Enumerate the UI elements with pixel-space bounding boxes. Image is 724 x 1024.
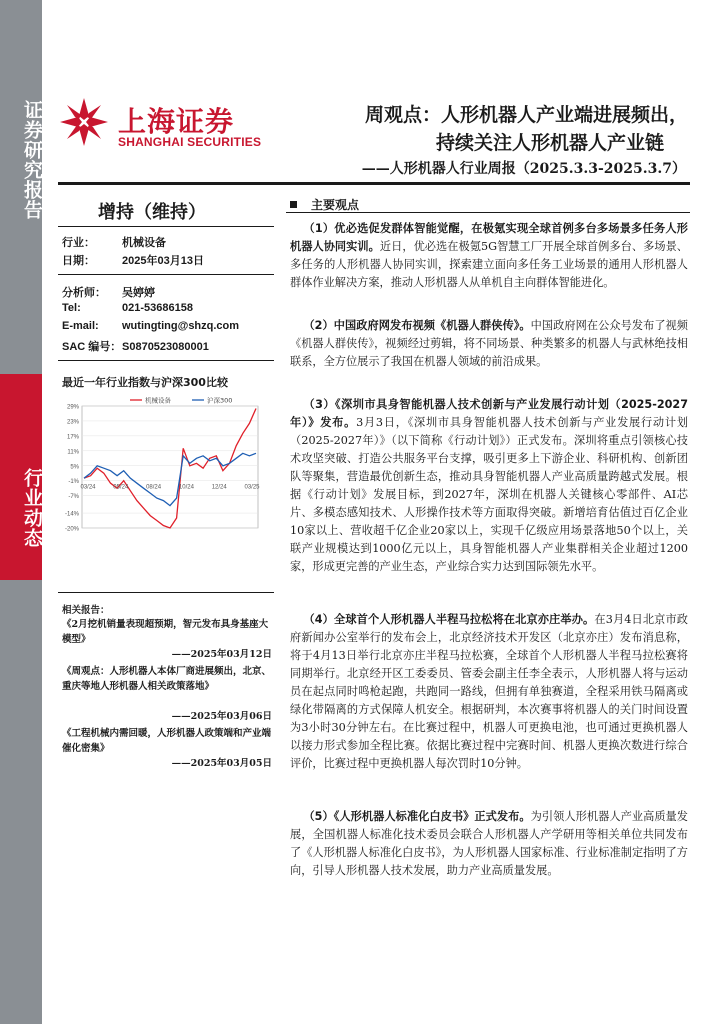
industry-value: 机械设备 bbox=[122, 237, 166, 249]
related-reports-title: 相关报告： bbox=[62, 605, 110, 616]
y-tick-label: -14% bbox=[64, 511, 79, 518]
y-tick-label: 29% bbox=[66, 404, 79, 411]
y-tick-label: -1% bbox=[68, 479, 79, 486]
email-label: E-mail: bbox=[62, 320, 99, 332]
rating: 增持（维持） bbox=[98, 202, 206, 223]
y-tick-label: 11% bbox=[67, 449, 79, 456]
point-1 bbox=[290, 220, 688, 292]
point-4-lead: （4）全球首个人形机器人半程马拉松将在北京亦庄举办。 bbox=[303, 613, 595, 626]
main-points-divider bbox=[286, 212, 690, 213]
x-tick-label: 03/24 bbox=[80, 484, 96, 491]
date-label: 日期： bbox=[62, 255, 95, 267]
y-tick-label: -7% bbox=[68, 494, 79, 501]
index-comparison-chart bbox=[58, 392, 268, 538]
industry-label: 行业： bbox=[62, 237, 95, 249]
date-value: 2025年03月13日 bbox=[122, 255, 204, 267]
email-value: wutingting@shzq.com bbox=[122, 320, 240, 332]
tel-row bbox=[62, 302, 193, 314]
sac-value: S0870523080001 bbox=[122, 341, 209, 353]
tel-value: 021-53686158 bbox=[122, 302, 193, 314]
point-3-lead: （3）《深圳市具身智能机器人技术创新与产业发展行动计划（2025-2027年）》发布。 bbox=[290, 398, 688, 429]
x-tick-label: 05/24 bbox=[113, 484, 129, 491]
report-type-label: 证券研究报告 bbox=[21, 100, 43, 220]
info-divider bbox=[58, 274, 274, 275]
chart-bottom-divider bbox=[58, 592, 274, 593]
related-report-1-date: ——2025年03月12日 bbox=[171, 649, 272, 660]
related-report-3-date: ——2025年03月05日 bbox=[171, 758, 272, 769]
chart-frame bbox=[82, 406, 258, 528]
point-1-body: 近日，优必选在极氪5G智慧工厂开展全球首例多台、多场景、多任务的人形机器人协同实训，探索建立面向多任务工业场景的通用人形机器人群体作业解决方案，推动人形机器人从单机自主向群体智能进化。 bbox=[290, 240, 688, 289]
point-4-body: 在3月4日北京市政府新闻办公室举行的发布会上，北京经济技术开发区（北京亦庄）发布消息称，将于4月13日举行北京亦庄半程马拉松赛，全球首个人形机器人半程马拉松赛将同期举行。北京经开区工委委员、管委会副主任李全表示，人形机器人将与运动员在起点同时鸣枪起跑，共跑同一路线，但拥有单独赛道，全程采用铁马隔离或绿化带隔离的方式保障人机安全。根据研判，本次赛事将机器人的关门时间设置为3小时30分钟左右。在比赛过程中，机器人可更换电池，也可通过更换机器人以接力形式参加全程比赛。依据比赛过程中完赛时间、机器人更换次数进行综合评价，比赛过程中更换机器人每次罚时10分钟。 bbox=[290, 613, 688, 770]
legend-label: 沪深300 bbox=[207, 396, 233, 405]
x-tick-label: 03/25 bbox=[244, 484, 260, 491]
heading-square-icon bbox=[290, 201, 297, 208]
x-tick-label: 08/24 bbox=[146, 484, 162, 491]
date-row bbox=[62, 252, 204, 268]
report-title-line1: 周观点：人形机器人产业端进展频出， bbox=[364, 104, 688, 126]
brand-name-cn: 上海证券 bbox=[118, 105, 235, 138]
analyst-label: 分析师： bbox=[62, 287, 106, 299]
related-report-2[interactable]: 《周观点：人形机器人本体厂商进展频出，北京、重庆等地人形机器人相关政策落地》 bbox=[62, 666, 272, 692]
report-subtitle: ——人形机器人行业周报（2025.3.3-2025.3.7） bbox=[361, 161, 686, 177]
y-tick-label: 5% bbox=[70, 464, 79, 471]
point-2-body: 中国政府网在公众号发布了视频《机器人群侠传》，视频经过剪辑，将不同场景、种类繁多的机器人与武林绝技相联系，全方位展示了我国在机器人领域的前沿成果。 bbox=[290, 319, 688, 368]
related-report-1[interactable]: 《2月挖机销量表现超预期，智元发布具身基座大模型》 bbox=[62, 619, 269, 645]
report-title-line2: 持续关注人形机器人产业链 bbox=[435, 132, 664, 154]
shanghai-securities-logo-icon bbox=[58, 96, 110, 148]
left-sidebar-band bbox=[0, 0, 42, 1024]
point-1-lead: （1）优必选促发群体智能觉醒，在极氪实现全球首例多台多场景多任务人形机器人协同实训。 bbox=[290, 222, 688, 253]
main-points-title: 主要观点 bbox=[311, 198, 360, 212]
band-bottom-block bbox=[0, 580, 42, 1024]
point-3-body: 3月3日，《深圳市具身智能机器人技术创新与产业发展行动计划（2025-2027年）》（以下简称《行动计划》）正式发布。深圳将重点引领核心技术攻坚突破、打造公共服务平台支撑，吸引更多上下游企业、科研机构、创新团队等聚集，营造最优创新生态，推动具身智能机器人产业高质量跨越式发展。根据《行动计划》发展目标，到2027年，深圳在机器人关键核心零部件、AI芯片、多模态感知技术、人形操作技术等方面取得突破。新增培育估值过百亿企业10家以上、营收超千亿企业20家以上，实现千亿级应用场景落地50个以上，关联产业规模达到1000亿元以上，具身智能机器人产业集群相关企业超过1200家，形成更完善的产业生态，产业综合实力达到国际领先水平。 bbox=[290, 416, 688, 573]
y-tick-label: 23% bbox=[66, 419, 79, 426]
brand-name-en: SHANGHAI SECURITIES bbox=[118, 135, 262, 149]
related-report-3[interactable]: 《工程机械内需回暖，人形机器人政策端和产业端催化密集》 bbox=[62, 728, 272, 754]
series-line-1 bbox=[84, 409, 256, 529]
y-tick-label: -20% bbox=[64, 526, 79, 533]
industry-row bbox=[62, 234, 166, 250]
sac-row bbox=[62, 338, 209, 354]
point-2-lead: （2）中国政府网发布视频《机器人群侠传》。 bbox=[303, 319, 531, 332]
x-tick-label: 12/24 bbox=[211, 484, 227, 491]
point-5 bbox=[290, 808, 688, 880]
y-tick-label: 17% bbox=[66, 434, 79, 441]
point-3 bbox=[290, 396, 688, 576]
chart-title: 最近一年行业指数与沪深300比较 bbox=[62, 376, 228, 389]
sac-label: SAC 编号： bbox=[62, 341, 122, 353]
tel-label: Tel: bbox=[62, 302, 81, 314]
related-report-2-date: ——2025年03月06日 bbox=[171, 711, 272, 722]
legend-label: 机械设备 bbox=[145, 396, 171, 405]
chart-top-divider bbox=[58, 360, 274, 361]
email-row bbox=[62, 320, 239, 332]
point-2 bbox=[290, 317, 688, 371]
point-4 bbox=[290, 611, 688, 773]
main-points-heading bbox=[290, 196, 359, 213]
point-5-body: 为引领人形机器人产业高质量发展，全国机器人标准化技术委员会联合人形机器人产学研用等相关单位共同发布了《人形机器人标准化白皮书》，为人形机器人国家标准、行业标准制定指明了方向，引导人形机器人技术发展，助力产业高质量发展。 bbox=[290, 810, 688, 877]
analyst-row bbox=[62, 284, 155, 300]
report-category-label: 行业动态 bbox=[21, 468, 43, 548]
header-divider bbox=[58, 182, 690, 185]
point-5-lead: （5）《人形机器人标准化白皮书》正式发布。 bbox=[303, 810, 531, 823]
analyst-value: 吴婷婷 bbox=[122, 287, 155, 299]
x-tick-label: 10/24 bbox=[178, 484, 194, 491]
rating-divider bbox=[58, 226, 274, 227]
